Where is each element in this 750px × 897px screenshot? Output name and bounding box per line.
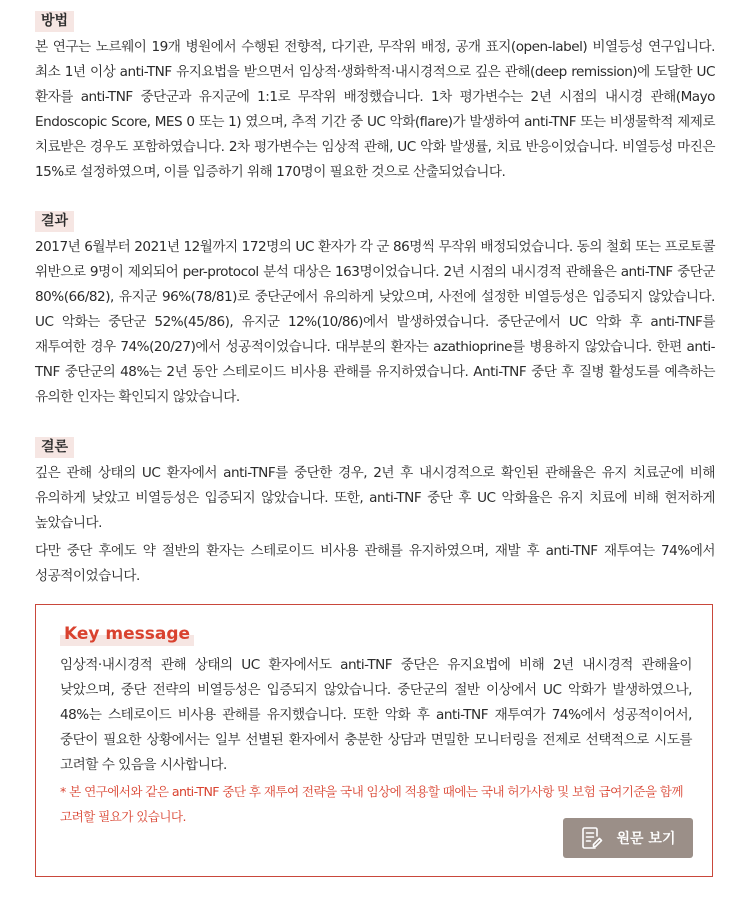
result-section [35,210,715,410]
conclusion-text-1: 깊은 관해 상태의 UC 환자에서 anti-TNF를 중단한 경우, 2년 후 내시경적으로 확인된 관해율은 유지 치료군에 비해 유의하게 낮았고 비열등성은 입증되지 않았습니다. 또한, anti-TNF 중단 후 UC 악화율은 유지 치료에 비해 현저하게 높았습니다. [35,465,715,531]
key-message-title: Key message [60,622,194,646]
key-message-box [35,604,713,877]
conclusion-label: 결론 [35,437,74,458]
view-original-label: 원문 보기 [616,831,676,847]
key-message-note: * 본 연구에서와 같은 anti-TNF 중단 후 재투여 전략을 국내 임상에 적용할 때에는 국내 허가사항 및 보험 급여기준을 함께 고려할 필요가 있습니다. [60,784,683,824]
result-label: 결과 [35,211,74,232]
method-section [35,10,715,185]
method-label: 방법 [35,11,74,32]
conclusion-section [35,436,715,589]
view-original-button[interactable] [563,818,693,858]
conclusion-text-2: 다만 중단 후에도 약 절반의 환자는 스테로이드 비사용 관해를 유지하였으며, 재발 후 anti-TNF 재투여는 74%에서 성공적이었습니다. [35,543,715,584]
result-text: 2017년 6월부터 2021년 12월까지 172명의 UC 환자가 각 군 86명씩 무작위 배정되었습니다. 동의 철회 또는 프로토콜 위반으로 9명이 제외되어 per-protocol 분석 대상은 163명이었습니다. 2년 시점의 내시경적 관해율은 anti-TNF 중단군 80%(66/82), 유지군 96%(78/81)로 중단군에서 유의하게 낮았으며, 사전에 설정한 비열등성은 입증되지 않았습니다. UC 악화는 중단군 52%(45/86), 유지군 12%(10/86)에서 발생하였습니다. 중단군에서 UC 악화 후 anti-TNF를 재투여한 경우 74%(20/27)에서 성공적이었습니다. 대부분의 환자는 azathioprine를 병용하지 않았습니다. 한편 anti-TNF 중단군의 48%는 2년 동안 스테로이드 비사용 관해를 유지하였습니다. Anti-TNF 중단 후 질병 활성도를 예측하는 유의한 인자는 확인되지 않았습니다. [35,239,715,405]
method-text: 본 연구는 노르웨이 19개 병원에서 수행된 전향적, 다기관, 무작위 배정, 공개 표지(open-label) 비열등성 연구입니다. 최소 1년 이상 anti-TNF 유지요법을 받으면서 임상적·생화학적·내시경적으로 깊은 관해(deep remission)에 도달한 UC 환자를 anti-TNF 중단군과 유지군에 1:1로 무작위 배정했습니다. 1차 평가변수는 2년 시점의 내시경 관해(Mayo Endoscopic Score, MES 0 또는 1) 였으며, 추적 기간 중 UC 악화(flare)가 발생하여 anti-TNF 또는 비생물학적 제제로 치료받은 경우도 포함하였습니다. 2차 평가변수는 임상적 관해, UC 악화 발생률, 치료 반응이었습니다. 비열등성 마진은 15%로 설정하였으며, 이를 입증하기 위해 170명이 필요한 것으로 산출되었습니다. [35,39,715,180]
document-edit-icon [581,826,603,850]
key-message-body: 임상적·내시경적 관해 상태의 UC 환자에서도 anti-TNF 중단은 유지요법에 비해 2년 내시경적 관해율이 낮았으며, 중단 전략의 비열등성은 입증되지 않았습니다. 중단군의 절반 이상에서 UC 악화가 발생하였으나, 48%는 스테로이드 비사용 관해를 유지했습니다. 또한 악화 후 anti-TNF 재투여가 74%에서 성공적이어서, 중단이 필요한 상황에서는 일부 선별된 환자에서 충분한 상담과 면밀한 모니터링을 전제로 선택적으로 시도를 고려할 수 있음을 시사합니다. [60,657,692,773]
